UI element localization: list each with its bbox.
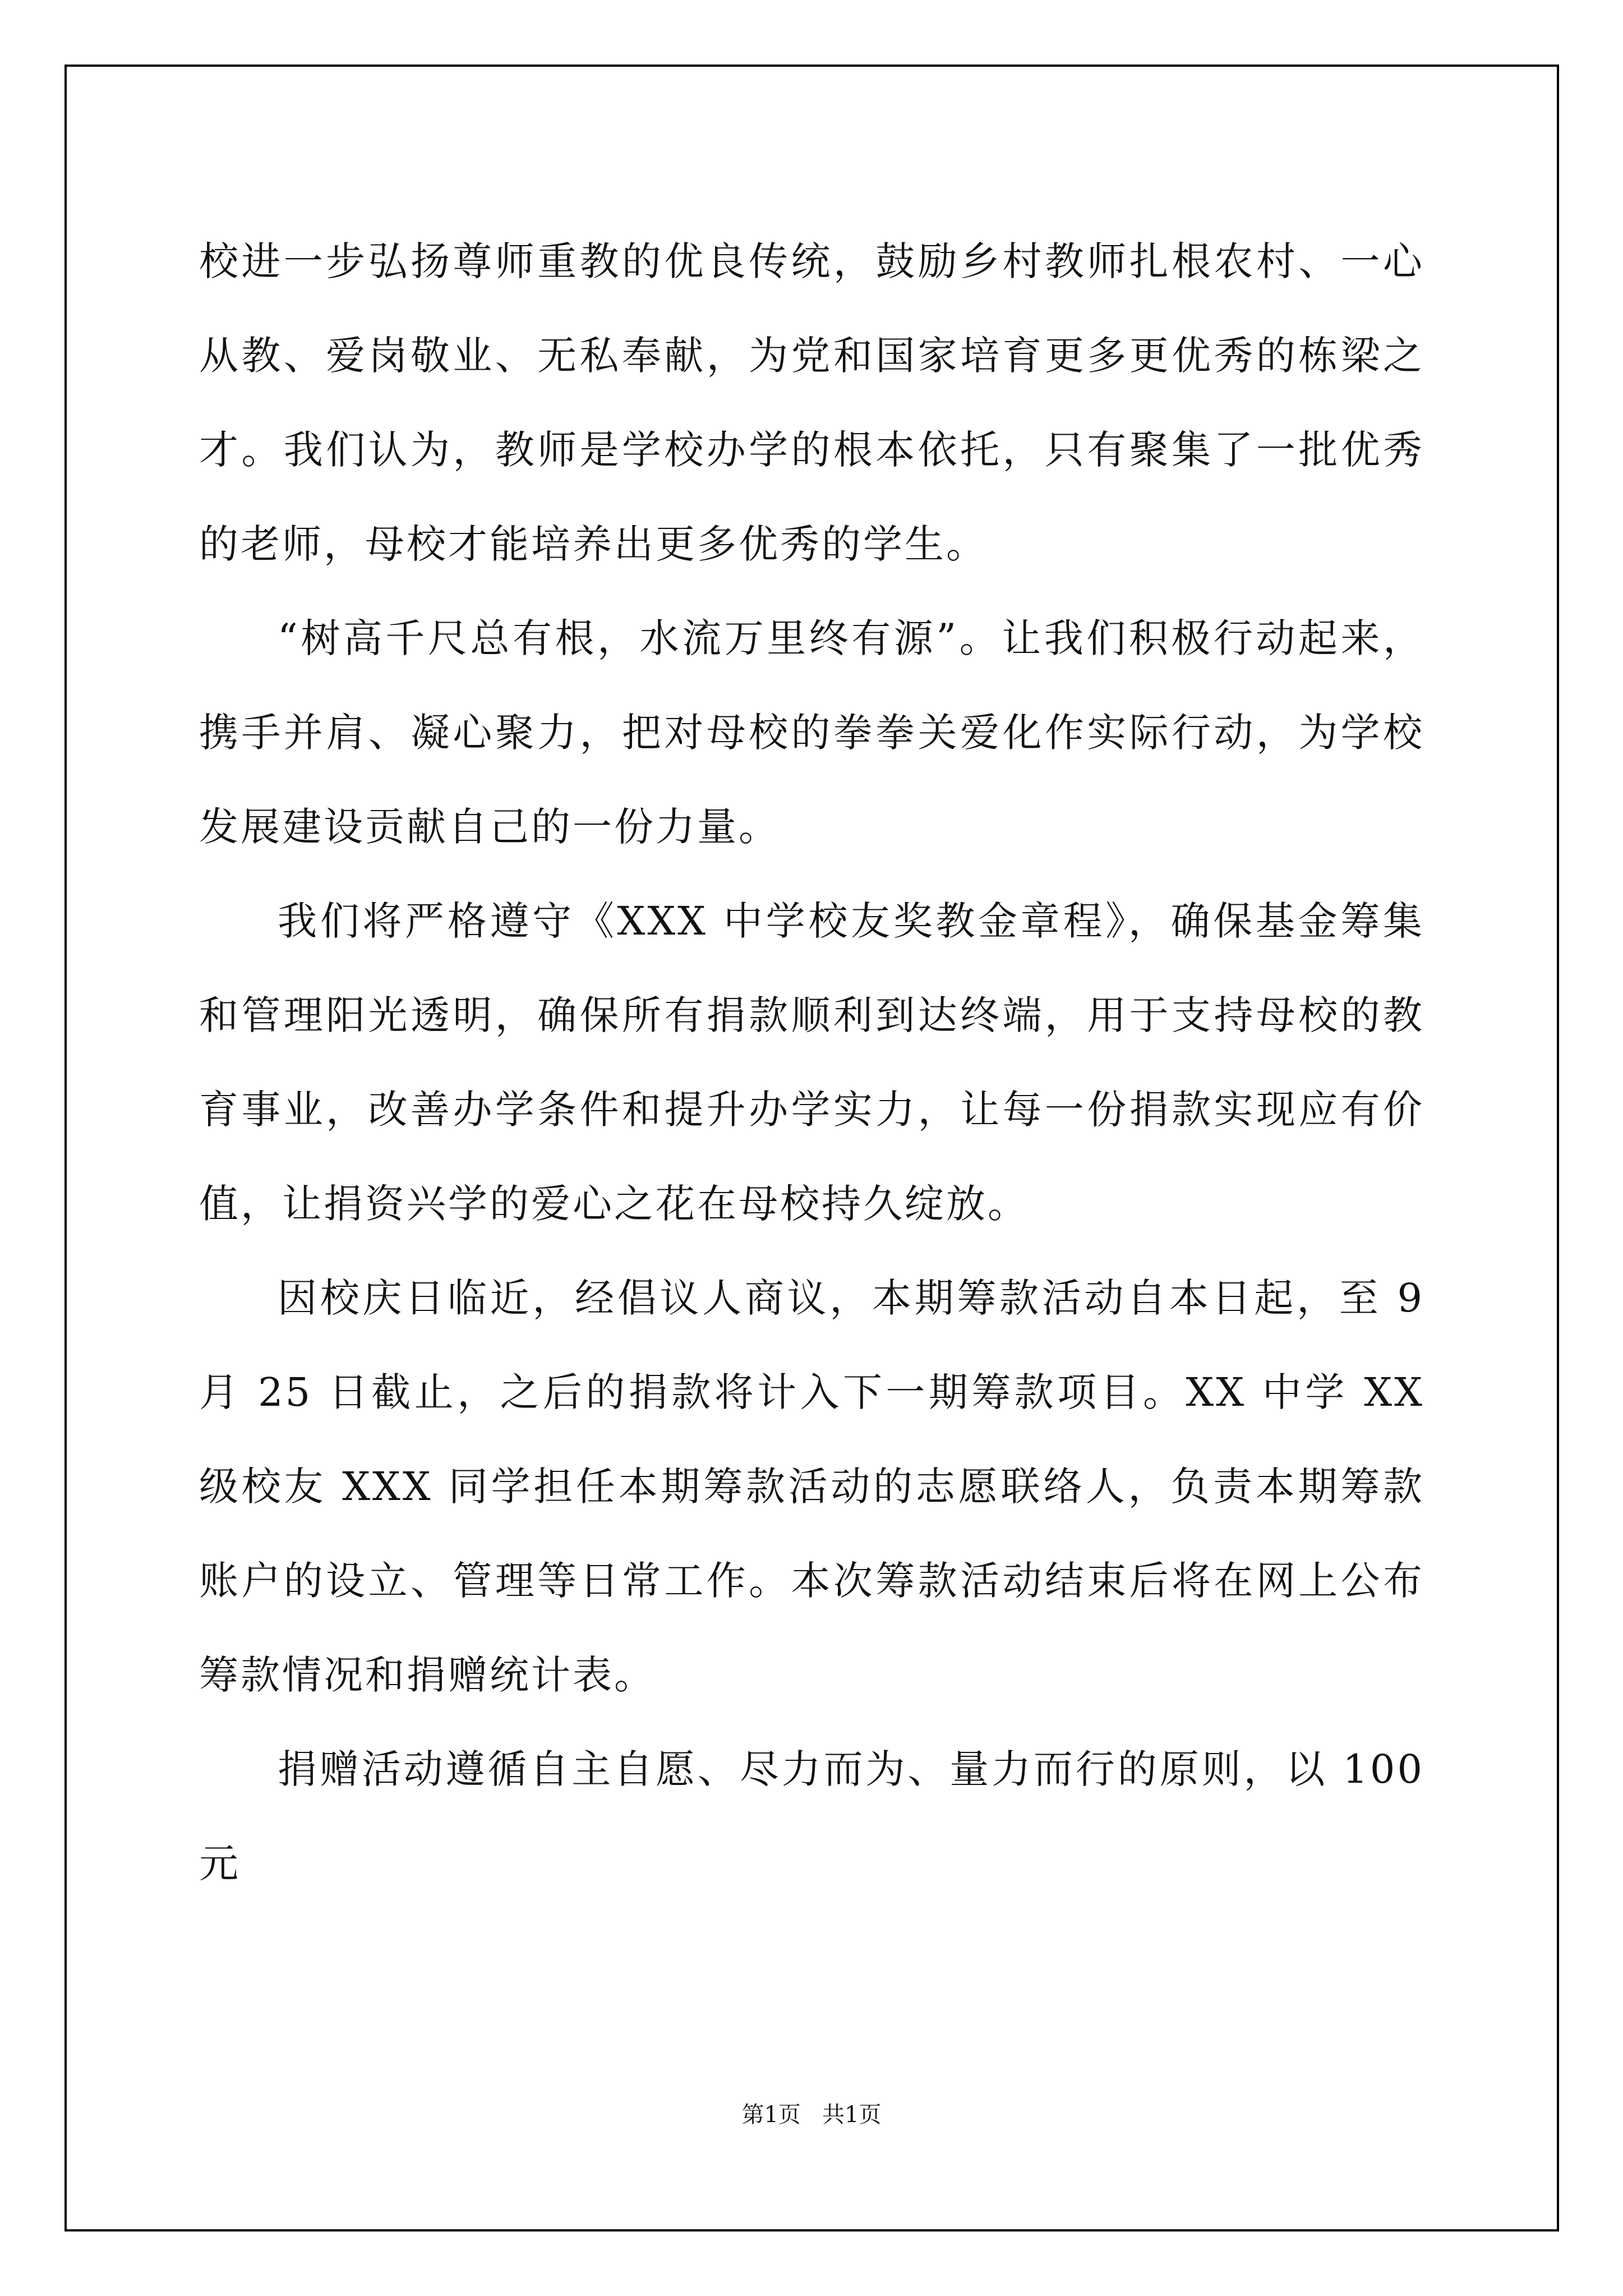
paragraph-1: 校进一步弘扬尊师重教的优良传统，鼓励乡村教师扎根农村、一心从教、爱岗敬业、无私奉献，为党和国家培育更多更优秀的栋梁之才。我们认为，教师是学校办学的根本依托，只有聚集了一批优秀的老师，母校才能培养出更多优秀的学生。 <box>199 238 1424 567</box>
document-body <box>199 214 1440 1911</box>
paragraph-3: 我们将严格遵守《XXX 中学校友奖教金章程》，确保基金筹集和管理阳光透明，确保所有捐款顺利到达终端，用于支持母校的教育事业，改善办学条件和提升办学实力，让每一份捐款实现应有价值，让捐资兴学的爱心之花在母校持久绽放。 <box>199 898 1424 1227</box>
paragraph-2: “树高千尺总有根，水流万里终有源”。让我们积极行动起来，携手并肩、凝心聚力，把对母校的拳拳关爱化作实际行动，为学校发展建设贡献自己的一份力量。 <box>199 615 1424 850</box>
paragraph-4: 因校庆日临近，经倡议人商议，本期筹款活动自本日起，至 9 月 25 日截止，之后的捐款将计入下一期筹款项目。XX 中学 XX 级校友 XXX 同学担任本期筹款活动的志愿联络人，负责本期筹款账户的设立、管理等日常工作。本次筹款活动结束后将在网上公布筹款情况和捐赠统计表。 <box>199 1275 1440 1698</box>
page-number-footer: 第1页 共1页 <box>741 2102 882 2128</box>
paragraph-5: 捐赠活动遵循自主自愿、尽力而为、量力而行的原则，以 100 元 <box>199 1746 1440 1887</box>
